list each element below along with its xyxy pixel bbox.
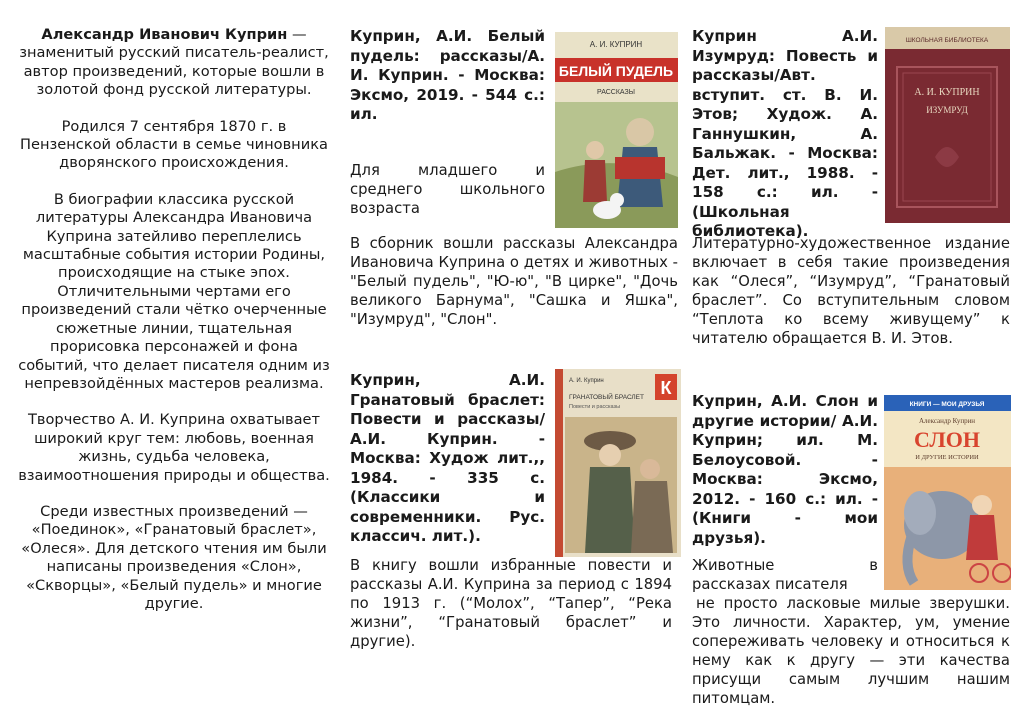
cover-title: ГРАНАТОВЫЙ БРАСЛЕТ bbox=[569, 394, 644, 401]
book-note-animals-b: рассказах писателя bbox=[692, 576, 848, 593]
book-description-garnet-bracelet: В книгу вошли избранные повести и рассказы А.И. Куприна за период с 1894 по 1913 г. (“Молох”, “Тапер”, “Река жизни”, “Гранатовый браслет” и другие). bbox=[350, 557, 672, 650]
cover-author: А. И. КУПРИН bbox=[589, 40, 643, 49]
bio-themes: Творчество А. И. Куприна охватывает широкий круг тем: любовь, военная жизнь, судьба человека, взаимоотношения природы и общества. bbox=[18, 411, 330, 484]
book-description-elephant: не просто ласковые милые зверушки. Это личности. Характер, ум, умение сопереживать человеку и относиться к нему как к другу — эти качества присущи самым лучшим нашим питомцам. bbox=[692, 595, 1010, 707]
book-cover-emerald bbox=[885, 27, 1010, 223]
cover-title: БЕЛЫЙ ПУДЕЛЬ bbox=[558, 63, 674, 79]
book-description-emerald: Литературно-художественное издание включает в себя такие произведения как “Олеся”, “Изумруд”, “Гранатовый браслет”. Со вступительным словом “Теплота ко всему живущему” к читателю обращается В. И. Этов. bbox=[692, 235, 1010, 347]
cover-subtitle: Повести и рассказы bbox=[569, 404, 621, 410]
cover-title: СЛОН bbox=[914, 427, 980, 452]
book-title-white-poodle: Куприн, А.И. Белый пудель: рассказы/А. И. Куприн. - Москва: Эксмо, 2019. - 544 с.: ил. bbox=[350, 27, 545, 123]
cover-author: А. И. Куприн bbox=[569, 378, 604, 384]
biography-column bbox=[14, 26, 334, 631]
bio-works: Среди известных произведений — «Поединок», «Гранатовый браслет», «Олеся». Для детского чтения им были написаны произведения «Слон», «Скворцы», «Белый пудель» и многие другие. bbox=[21, 502, 327, 612]
cover-author: А. И. КУПРИН bbox=[914, 87, 980, 98]
cover-subtitle: РАССКАЗЫ bbox=[597, 89, 635, 96]
cover-series: ШКОЛЬНАЯ БИБЛИОТЕКА bbox=[905, 37, 989, 44]
book-note-age: Для младшего и среднего школьного возраста bbox=[350, 162, 545, 217]
bio-birth: Родился 7 сентября 1870 г. в Пензенской области в семье чиновника дворянского происхождения. bbox=[20, 117, 328, 172]
cover-subtitle: И ДРУГИЕ ИСТОРИИ bbox=[915, 454, 979, 461]
book-cover-garnet-bracelet bbox=[555, 369, 681, 557]
cover-series-mark: К bbox=[660, 378, 672, 398]
author-name: Александр Иванович Куприн bbox=[41, 26, 288, 43]
book-cover-white-poodle bbox=[555, 32, 678, 228]
book-title-emerald: Куприн А.И. Изумруд: Повесть и рассказы/Авт. вступит. ст. В. И. Этов; Худож. А. Ганнушкин, А. Бальжак. - Москва: Дет. лит., 1988. - 158 с.: ил. - (Школьная библиотека). bbox=[692, 27, 878, 240]
cover-title: ИЗУМРУД bbox=[926, 105, 968, 115]
bio-paragraph: В биографии классика русской литературы Александра Ивановича Куприна затейливо переплелись масштабные события истории Родины, происходящие на стыке эпох. Отличительными чертами его произведений стали чётко очерченные сюжетные линии, тщательная прорисовка персонажей и фона событий, что делает писателя одним из непревзойдённых мастеров реализма. bbox=[18, 190, 330, 392]
book-description-white-poodle: В сборник вошли рассказы Александра Ивановича Куприна о детях и животных - "Белый пудель", "Ю-ю", "В цирке", "Дочь великого Барнума", "Сашка и Яшка", "Изумруд", "Слон". bbox=[350, 235, 678, 328]
book-note-animals-a: Животные в bbox=[692, 557, 878, 574]
book-cover-elephant bbox=[884, 395, 1011, 590]
book-title-elephant: Куприн, А.И. Слон и другие истории/ А.И. Куприн; ил. М. Белоусовой. - Москва: Эксмо, 2012. - 160 с.: ил. - (Книги - мои друзья). bbox=[692, 392, 878, 547]
bio-intro: Александр Иванович Куприн — знаменитый русский писатель-реалист, автор произведений, которые вошли в золотой фонд русской литературы. bbox=[19, 26, 329, 99]
cover-author: Александр Куприн bbox=[918, 417, 976, 425]
book-title-garnet-bracelet: Куприн, А.И. Гранатовый браслет: Повести и рассказы/А.И. Куприн. - Москва: Худож лит.,, 1984. - 335 с.(Классики и современники. Рус. классич. лит.). bbox=[350, 371, 545, 545]
cover-series: КНИГИ — МОИ ДРУЗЬЯ bbox=[909, 401, 985, 408]
